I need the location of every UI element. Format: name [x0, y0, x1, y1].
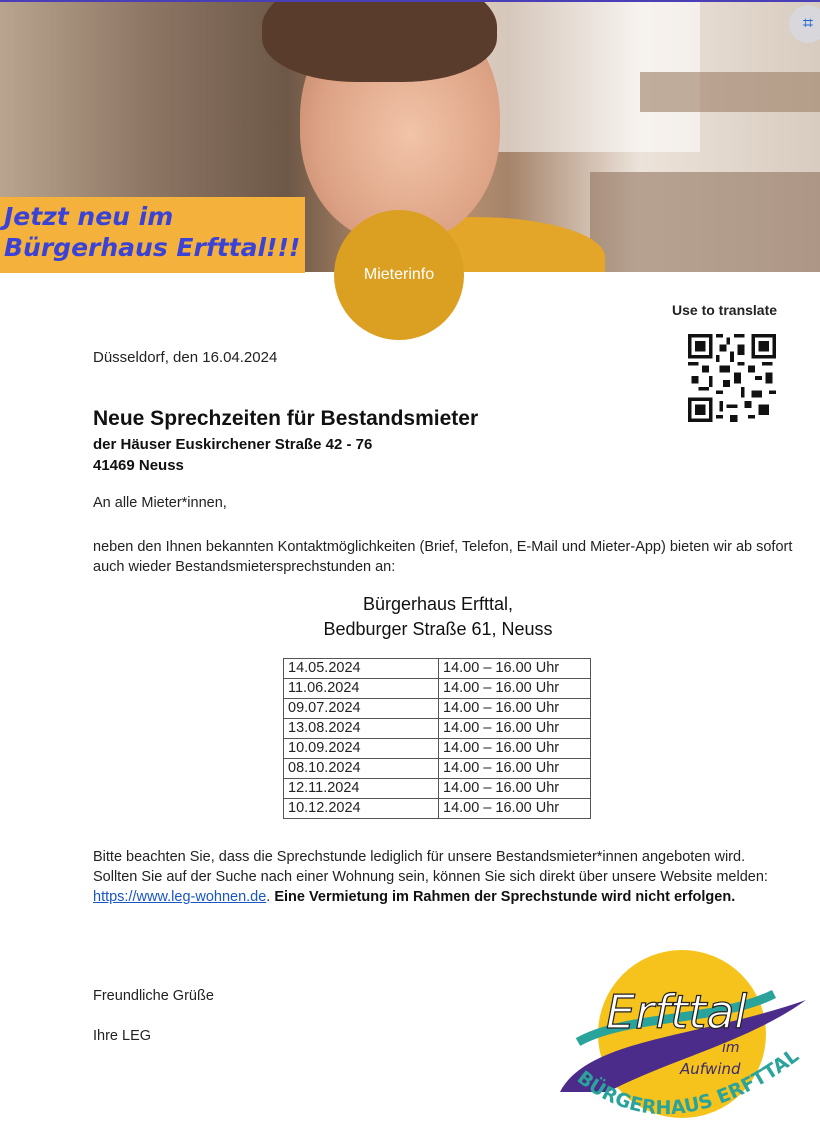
schedule-date: 12.11.2024	[284, 779, 439, 799]
banner-line-2: Bürgerhaus Erfttal!!!	[4, 233, 301, 262]
banner-line-1: Jetzt neu im	[4, 202, 174, 231]
schedule-time: 14.00 – 16.00 Uhr	[439, 779, 591, 799]
letter-note	[93, 847, 793, 907]
scan-icon[interactable]: ⌗	[789, 5, 820, 43]
table-row	[284, 759, 591, 779]
schedule-table	[283, 658, 591, 819]
schedule-date: 14.05.2024	[284, 659, 439, 679]
venue-address: Bedburger Straße 61, Neuss	[323, 619, 553, 639]
table-row	[284, 739, 591, 759]
note-bold: Eine Vermietung im Rahmen der Sprechstunde wird nicht erfolgen.	[274, 889, 736, 905]
schedule-date: 10.12.2024	[284, 799, 439, 819]
schedule-date: 08.10.2024	[284, 759, 439, 779]
hero-stairs	[640, 72, 820, 112]
letter-subtitle-street: der Häuser Euskirchener Straße 42 - 76	[93, 436, 373, 453]
table-row	[284, 719, 591, 739]
schedule-time: 14.00 – 16.00 Uhr	[439, 719, 591, 739]
logo-word: Erfttal	[606, 985, 748, 1039]
schedule-date: 09.07.2024	[284, 699, 439, 719]
letter-intro: neben den Ihnen bekannten Kontaktmöglichkeiten (Brief, Telefon, E-Mail und Mieter-App) bieten wir ab sofort auch wieder Bestandsmietersprechstunden an:	[93, 539, 793, 575]
mieterinfo-badge: Mieterinfo	[334, 210, 464, 340]
qr-label: Use to translate	[672, 302, 778, 318]
schedule-date: 13.08.2024	[284, 719, 439, 739]
note-text-1: Bitte beachten Sie, dass die Sprechstunde lediglich für unsere Bestandsmieter*innen angeboten wird.	[93, 849, 746, 865]
schedule-time: 14.00 – 16.00 Uhr	[439, 659, 591, 679]
hero-shelf	[590, 172, 820, 272]
schedule-date: 11.06.2024	[284, 679, 439, 699]
table-row	[284, 679, 591, 699]
schedule-date: 10.09.2024	[284, 739, 439, 759]
table-row	[284, 659, 591, 679]
note-dot: .	[266, 889, 275, 905]
letter-closing: Freundliche Grüße	[93, 988, 214, 1004]
letter-greeting: An alle Mieter*innen,	[93, 495, 227, 511]
note-text-2: Sollten Sie auf der Suche nach einer Wohnung sein, können Sie sich direkt über unsere Website melden:	[93, 869, 768, 885]
schedule-time: 14.00 – 16.00 Uhr	[439, 699, 591, 719]
announcement-banner	[0, 197, 305, 273]
letter-date: Düsseldorf, den 16.04.2024	[93, 349, 278, 366]
table-row	[284, 699, 591, 719]
schedule-time: 14.00 – 16.00 Uhr	[439, 739, 591, 759]
table-row	[284, 799, 591, 819]
letter-signature: Ihre LEG	[93, 1028, 152, 1044]
venue-name: Bürgerhaus Erfttal,	[362, 594, 514, 614]
letter-subtitle-city: 41469 Neuss	[93, 457, 184, 474]
qr-code[interactable]	[688, 334, 776, 422]
website-link[interactable]: https://www.leg-wohnen.de	[93, 889, 267, 905]
erfttal-logo	[548, 942, 810, 1138]
schedule-time: 14.00 – 16.00 Uhr	[439, 679, 591, 699]
table-row	[284, 779, 591, 799]
schedule-time: 14.00 – 16.00 Uhr	[439, 759, 591, 779]
letter-title: Neue Sprechzeiten für Bestandsmieter	[93, 407, 479, 430]
logo-small-2: Aufwind	[680, 1060, 741, 1078]
logo-arc-path: BÜRGERHAUS ERFTTAL	[572, 1044, 804, 1120]
schedule-time: 14.00 – 16.00 Uhr	[439, 799, 591, 819]
hero-hair	[262, 2, 497, 82]
logo-small-1: im	[722, 1040, 740, 1056]
